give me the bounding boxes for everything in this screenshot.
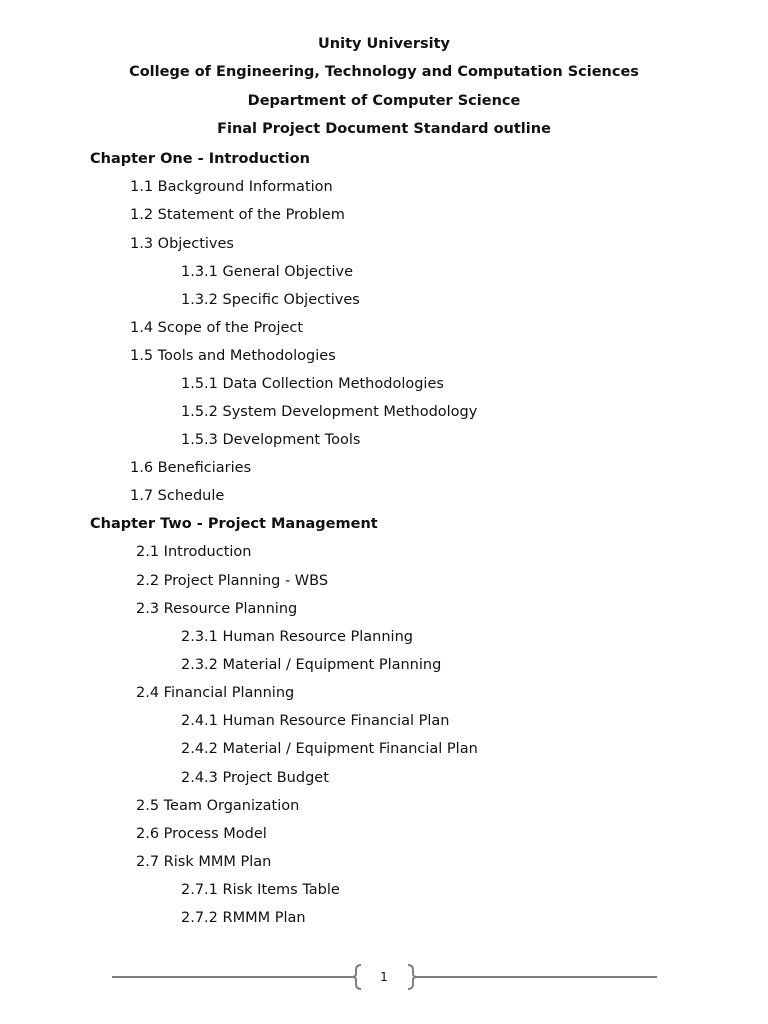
outline-item: 2.3 Resource Planning: [136, 601, 298, 617]
outline-item: 2.1 Introduction: [136, 544, 252, 560]
chapter-one-heading: Chapter One - Introduction: [90, 151, 310, 167]
outline-subitem: 1.3.2 Specific Objectives: [181, 292, 360, 308]
outline-subitem: 1.5.2 System Development Methodology: [181, 404, 478, 420]
outline-subitem: 2.4.3 Project Budget: [181, 770, 329, 786]
outline-subitem: 2.7.1 Risk Items Table: [181, 882, 340, 898]
outline-item: 1.1 Background Information: [130, 179, 333, 195]
university-name: Unity University: [318, 36, 450, 52]
outline-item: 1.6 Beneficiaries: [130, 460, 252, 476]
outline-subitem: 2.3.2 Material / Equipment Planning: [181, 657, 442, 673]
outline-item: 2.6 Process Model: [136, 826, 267, 842]
outline-item: 1.2 Statement of the Problem: [130, 207, 345, 223]
outline-item: 2.5 Team Organization: [136, 798, 300, 814]
outline-item: 1.5 Tools and Methodologies: [130, 348, 336, 364]
department-name: Department of Computer Science: [247, 93, 521, 109]
outline-subitem: 2.7.2 RMMM Plan: [181, 910, 306, 926]
outline-item: 1.4 Scope of the Project: [130, 320, 304, 336]
page-footer: [112, 962, 657, 992]
outline-subitem: 1.5.1 Data Collection Methodologies: [181, 376, 444, 392]
document-title: Final Project Document Standard outline: [217, 121, 551, 137]
chapter-two-heading: Chapter Two - Project Management: [90, 516, 378, 532]
outline-item: 2.4 Financial Planning: [136, 685, 295, 701]
outline-item: 1.7 Schedule: [130, 488, 225, 504]
college-name: College of Engineering, Technology and Computation Sciences: [129, 64, 639, 80]
outline-item: 2.7 Risk MMM Plan: [136, 854, 272, 870]
outline-subitem: 2.4.2 Material / Equipment Financial Plan: [181, 741, 478, 757]
outline-item: 2.2 Project Planning - WBS: [136, 573, 329, 589]
outline-subitem: 2.4.1 Human Resource Financial Plan: [181, 713, 450, 729]
outline-item: 1.3 Objectives: [130, 236, 234, 252]
outline-subitem: 1.5.3 Development Tools: [181, 432, 361, 448]
outline-subitem: 2.3.1 Human Resource Planning: [181, 629, 413, 645]
page-number: 1: [380, 970, 388, 984]
outline-subitem: 1.3.1 General Objective: [181, 264, 354, 280]
